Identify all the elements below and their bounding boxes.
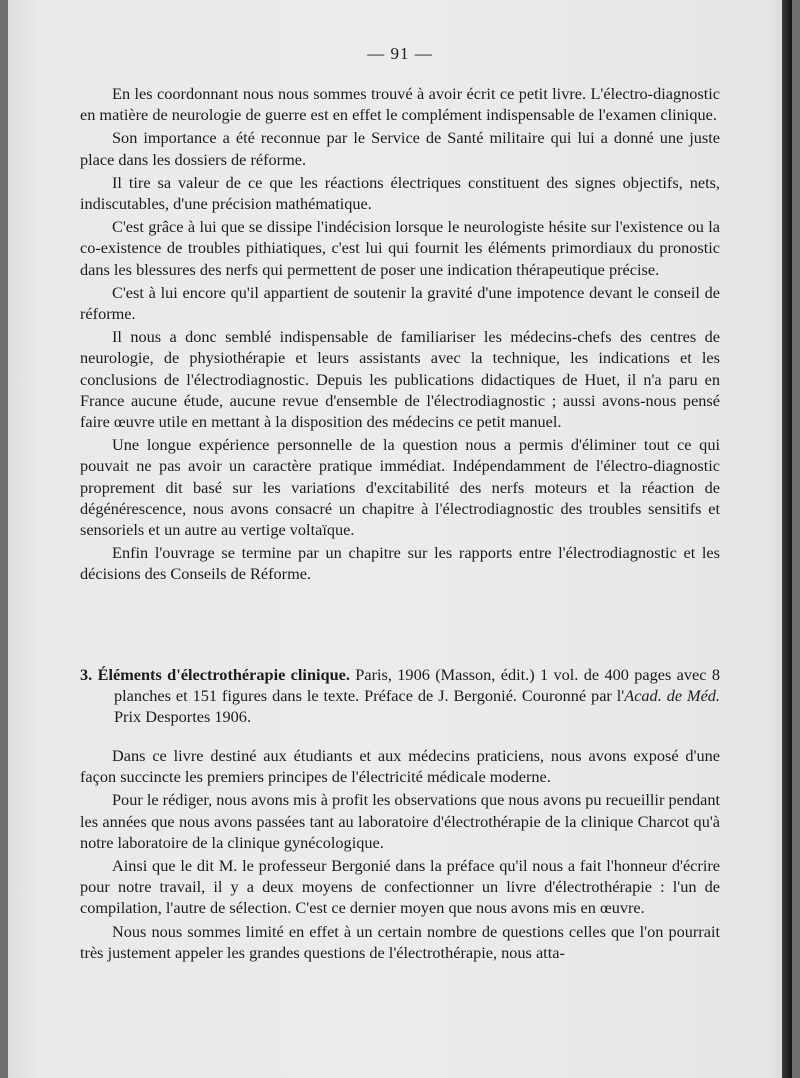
paragraph: En les coordonnant nous nous sommes trouvé à avoir écrit ce petit livre. L'électro-diagnostic en matière de neurologie de guerre est en effet le complément indispensable de l'examen clinique. <box>80 84 720 125</box>
entry-details: Paris, 1906 (Masson, édit.) 1 vol. de 400 pages avec 8 planches et 151 figures dans le texte. Préface de J. Bergonié. Couronné par l' <box>114 665 720 706</box>
document-page <box>8 0 792 1078</box>
paragraph: Dans ce livre destiné aux étudiants et aux médecins praticiens, nous avons exposé d'une façon succincte les premiers principes de l'électricité médicale moderne. <box>80 746 720 787</box>
page-edge-shadow <box>782 0 792 1078</box>
entry-title: Éléments d'électrothérapie clinique. <box>97 665 350 684</box>
page-number: — 91 — <box>367 44 433 63</box>
paragraph: Nous nous sommes limité en effet à un certain nombre de questions celles que l'on pourrait très justement appeler les grandes questions de l'électrothérapie, nous atta- <box>80 921 720 962</box>
section-electrotherapy-text <box>80 745 720 965</box>
paragraph: Pour le rédiger, nous avons mis à profit les observations que nous avons pu recueillir pendant les années que nous avons passées tant au laboratoire d'électrothérapie de la clinique Charcot qu'à notre laboratoire de la clinique gynécologique. <box>80 790 720 852</box>
entry-prize: Prix Desportes 1906. <box>114 707 252 727</box>
paragraph: Ainsi que le dit M. le professeur Bergonié dans la préface qu'il nous a fait l'honneur d'écrire pour notre travail, il y a deux moyens de confectionner un livre d'électrothérapie : l'un de compilation, l'autre de sélection. C'est ce dernier moyen que nous avons mis en œuvre. <box>80 856 720 918</box>
paragraph: Enfin l'ouvrage se termine par un chapitre sur les rapports entre l'électrodiagnostic et les décisions des Conseils de Réforme. <box>80 543 720 584</box>
section-electrodiagnostic-text <box>80 83 720 587</box>
paragraph: C'est grâce à lui que se dissipe l'indécision lorsque le neurologiste hésite sur l'existence ou la co-existence de troubles pithiatiques, c'est lui qui fournit les éléments primordiaux du pronostic dans les blessures des nerfs qui permettent de poser une indication thérapeutique précise. <box>80 217 720 279</box>
paragraph: C'est à lui encore qu'il appartient de soutenir la gravité d'une impotence devant le conseil de réforme. <box>80 282 720 324</box>
bibliography-entry-3 <box>80 664 720 728</box>
entry-italic-academy: Acad. de Méd. <box>624 686 721 706</box>
paragraph: Il nous a donc semblé indispensable de familiariser les médecins-chefs des centres de neurologie, de physiothérapie et leurs assistants avec la technique, les indications et les conclusions de l'électrodiagnostic. Depuis les publications didactiques de Huet, il n'a paru en France aucune étude, aucune revue d'ensemble de l'électrodiagnostic ; aussi avons-nous pensé faire œuvre utile en mettant à la disposition des médecins ce petit manuel. <box>80 327 720 432</box>
paragraph: Son importance a été reconnue par le Service de Santé militaire qui lui a donné une juste place dans les dossiers de réforme. <box>80 128 720 169</box>
paragraph: Une longue expérience personnelle de la question nous a permis d'éliminer tout ce qui pouvait ne pas avoir un caractère pratique immédiat. Indépendamment de l'électro-diagnostic proprement dit basé sur les variations d'excitabilité des nerfs moteurs et la réaction de dégénérescence, nous avons consacré un chapitre à l'électrodiagnostic des troubles sensitifs et sensoriels et un autre au vertige voltaïque. <box>80 435 720 540</box>
entry-number: 3. <box>80 665 93 684</box>
paragraph: Il tire sa valeur de ce que les réactions électriques constituent des signes objectifs, nets, indiscutables, d'une précision mathématique. <box>80 172 720 214</box>
